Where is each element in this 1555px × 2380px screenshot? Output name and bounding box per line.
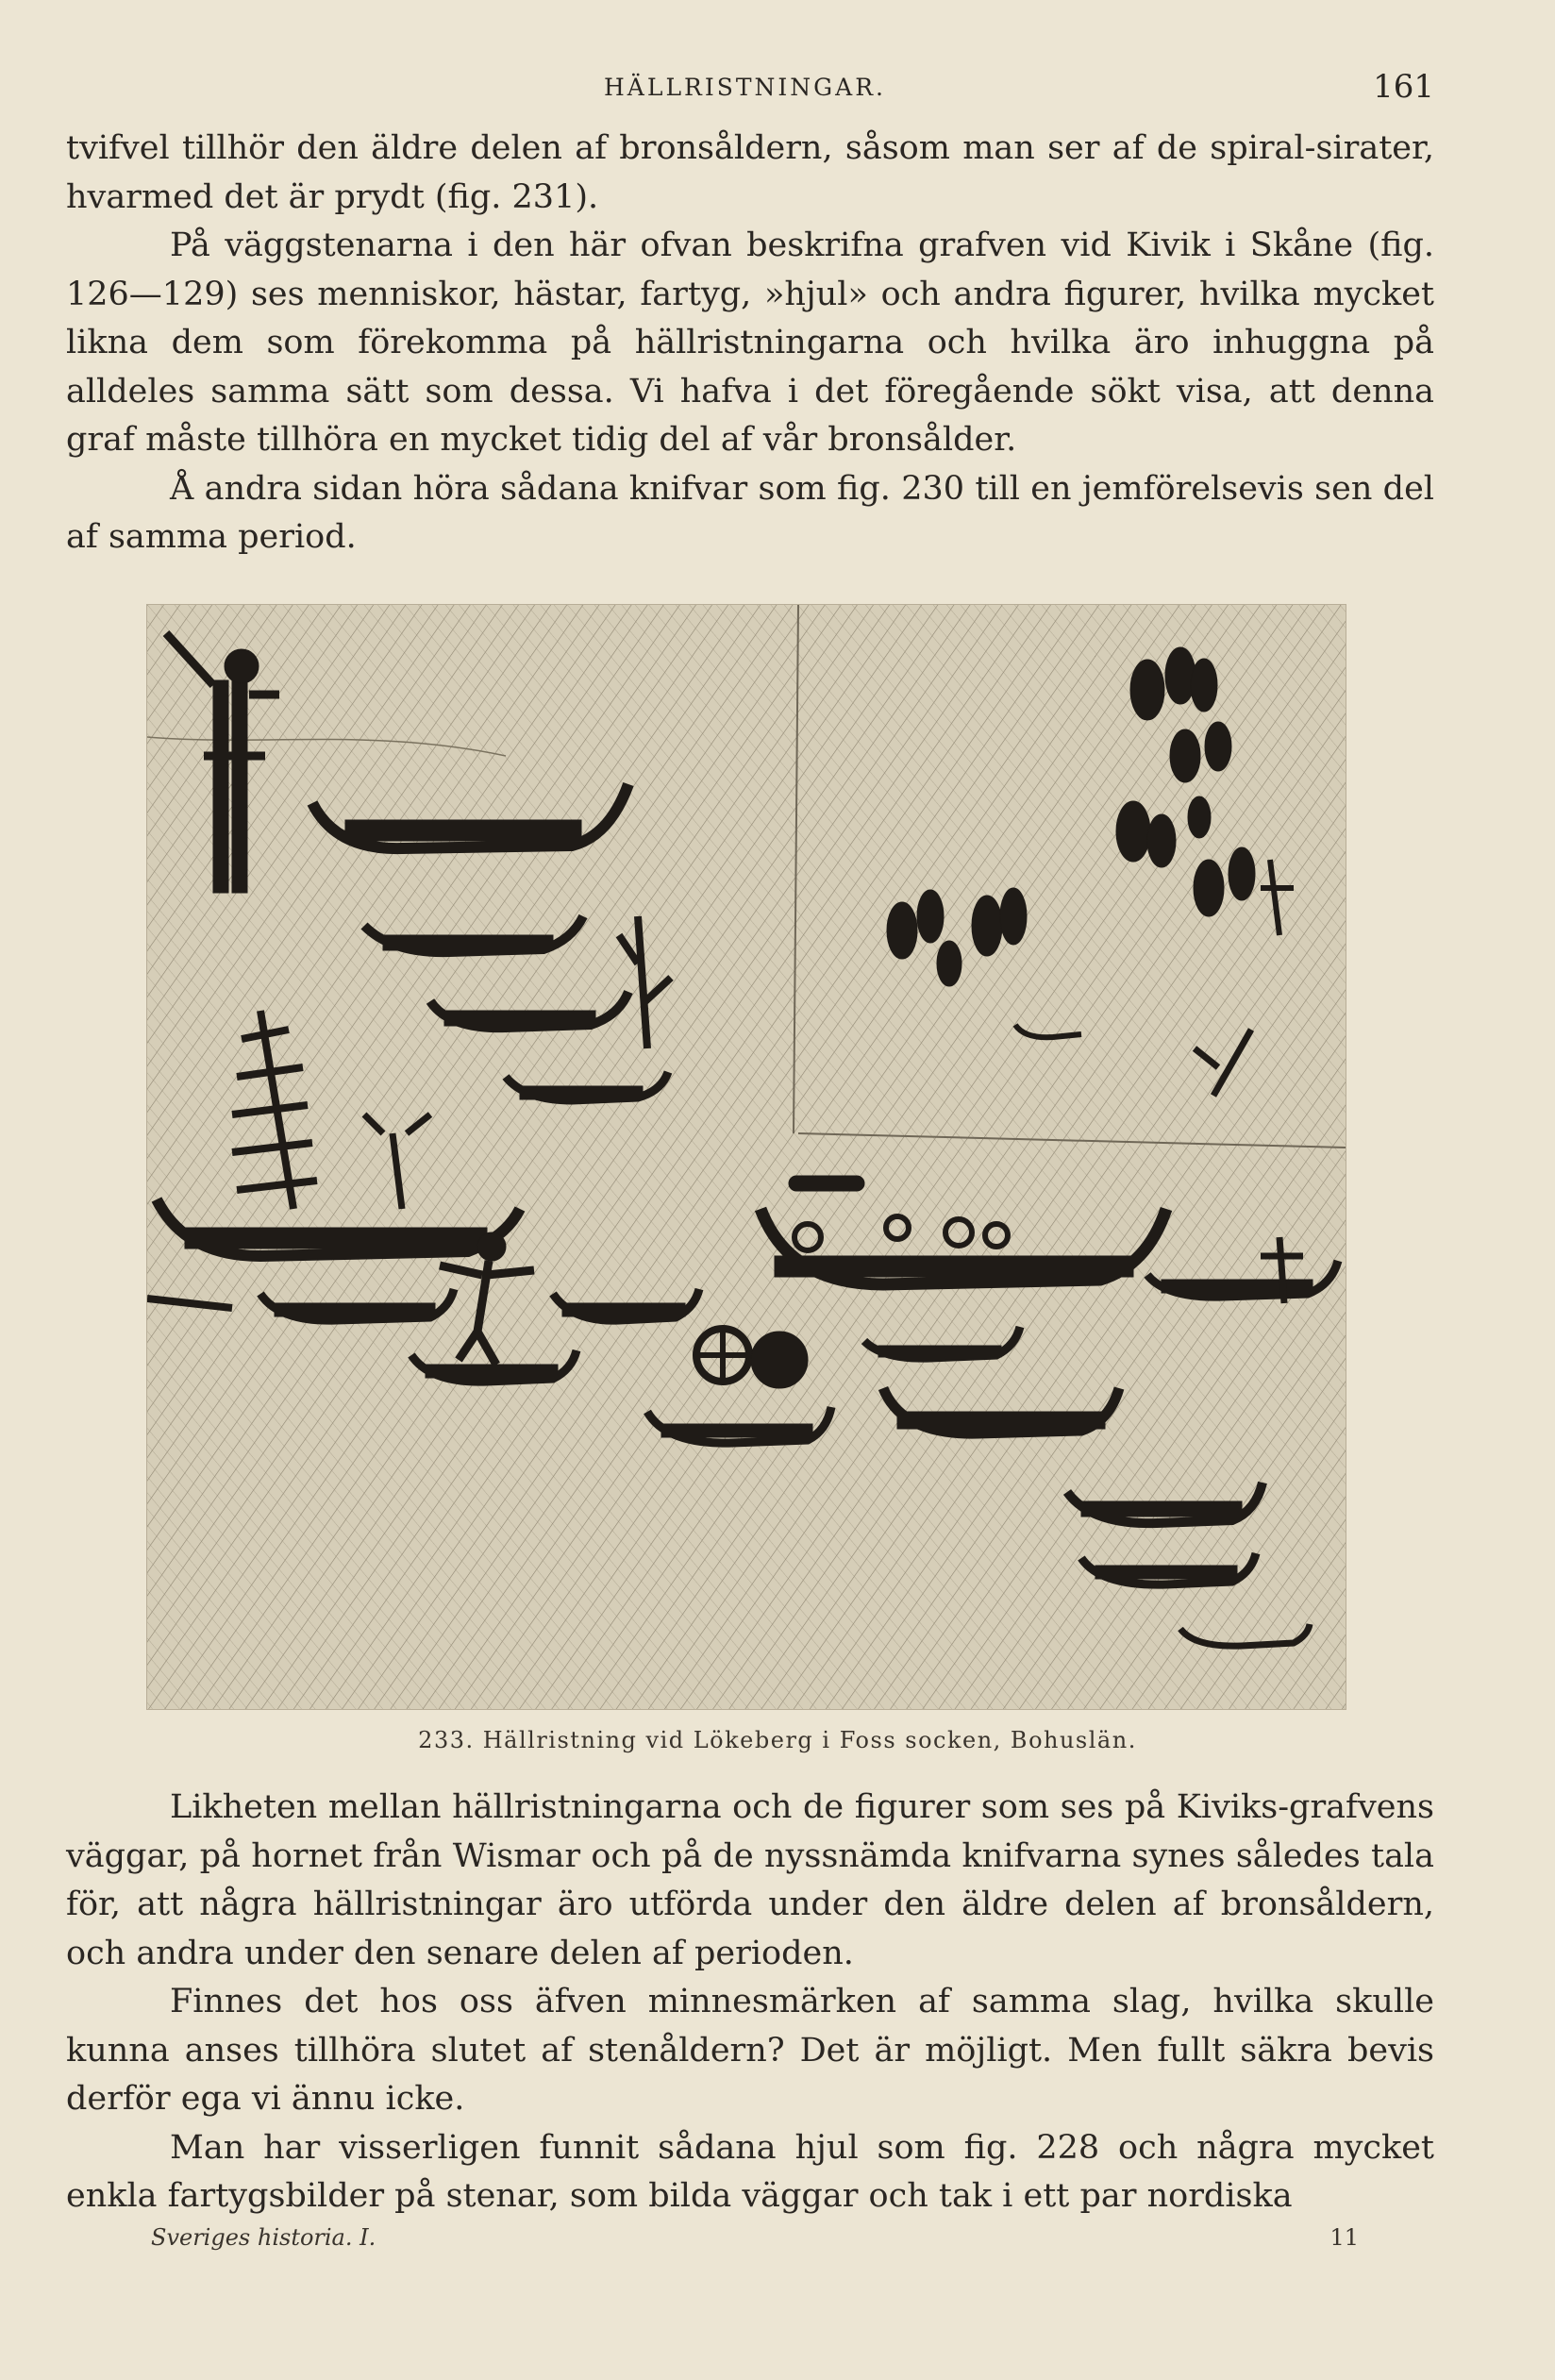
paragraph: På väggstenarna i den här ofvan beskrifna grafven vid Kivik i Skåne (fig. 126—129) ses menniskor, hästar, fartyg, »hjul» och andra figurer, hvilka mycket likna dem som förekomma på hällristningarna och hvilka äro inhuggna på alldeles samma sätt som dessa. Vi hafva i det föregående sökt visa, att denna graf måste tillhöra en mycket tidig del af vår bronsålder. — [66, 226, 1434, 459]
signature-mark: 11 — [1329, 2224, 1359, 2251]
book-title: Sveriges historia. I. — [151, 2224, 376, 2251]
paragraph: Å andra sidan höra sådana knifvar som fig. 230 till en jemförelsevis sen del af samma period. — [66, 469, 1434, 556]
page-footer — [151, 2224, 1359, 2258]
figure-caption: 233. Hällristning vid Lökeberg i Foss socken, Bohuslän. — [418, 1727, 1137, 1753]
page-number: 161 — [1373, 68, 1434, 106]
paragraph: Likheten mellan hällristningarna och de figurer som ses på Kiviks-grafvens väggar, på hornet från Wismar och på de nyssnämda knifvarna synes således tala för, att några hällristningar äro utförda under den äldre delen af bronsåldern, och andra under den senare delen af perioden. — [66, 1788, 1434, 1972]
running-head: HÄLLRISTNINGAR. — [604, 74, 886, 101]
body-text-bottom — [66, 1784, 1434, 2221]
paragraph: tvifvel tillhör den äldre delen af bronsåldern, såsom man ser af de spiral-sirater, hvarmed det är prydt (fig. 231). — [66, 129, 1434, 216]
paragraph: Finnes det hos oss äfven minnesmärken af samma slag, hvilka skulle kunna anses tillhöra slutet af stenåldern? Det är möjligt. Men fullt säkra bevis derför ega vi ännu icke. — [66, 1983, 1434, 2118]
page-header — [66, 68, 1434, 121]
body-text-top — [66, 125, 1434, 562]
paragraph: Man har visserligen funnit sådana hjul som fig. 228 och några mycket enkla fartygsbilder på stenar, som bilda väggar och tak i ett par nordiska — [66, 2128, 1434, 2215]
rock-carving-illustration — [146, 604, 1346, 1710]
